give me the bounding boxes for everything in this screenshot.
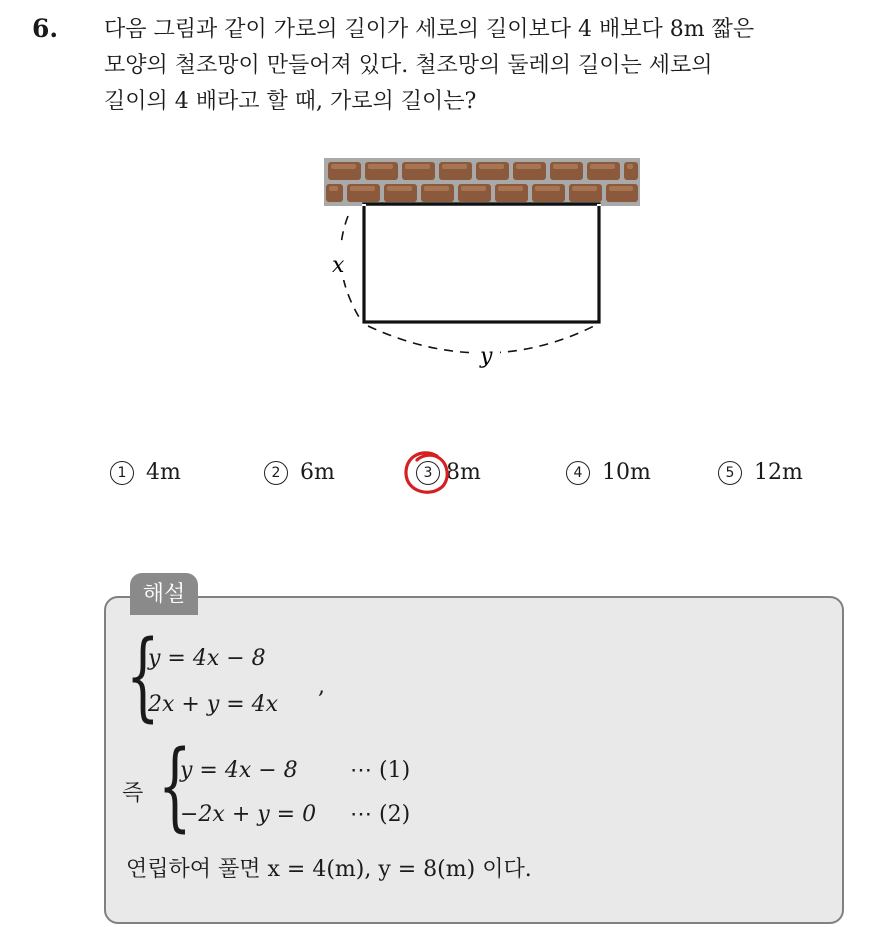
question-line-1: 다음 그림과 같이 가로의 길이가 세로의 길이보다 4 배보다 8m 짧은 [104,17,755,42]
fence-rectangle [364,204,599,322]
choice-4[interactable] [566,460,651,485]
question-line-2: 모양의 철조망이 만들어져 있다. 철조망의 둘레의 길이는 세로의 [104,53,713,78]
explanation-tab: 해설 [130,573,198,615]
question-line-3: 길이의 4 배라고 할 때, 가로의 길이는? [104,89,477,114]
choice-2-number: 2 [264,461,288,485]
brick-highlight [516,164,541,169]
brick-highlight [461,186,486,191]
brick-highlight [479,164,504,169]
brick-highlight [424,186,449,191]
system2-tag1: ⋯ (1) [350,758,411,783]
system1-eq1: y = 4x − 8 [148,646,266,671]
selected-answer-mark [401,448,451,500]
brick-highlight [535,186,560,191]
system2-tag2: ⋯ (2) [350,802,411,827]
brick-highlight [498,186,523,191]
choice-4-text: 10m [602,460,651,485]
conclusion: 연립하여 풀면 x = 4(m), y = 8(m) 이다. [126,857,532,882]
question-text [104,12,864,120]
label-x: x [332,253,345,278]
brick-highlight [331,164,356,169]
brick-highlight [609,186,633,191]
system1-eq2: 2x + y = 4x [148,692,279,717]
choice-3-number: 3 [416,461,440,485]
brick-highlight [350,186,375,191]
choice-2-text: 6m [300,460,335,485]
choice-2[interactable] [264,460,335,485]
brick-highlight [553,164,578,169]
choice-1-number: 1 [110,461,134,485]
system1-comma: , [318,674,325,699]
fence-figure [320,158,650,382]
brick-highlight [387,186,412,191]
question-number: 6. [32,14,59,43]
choice-4-number: 4 [566,461,590,485]
choice-5[interactable] [718,460,803,485]
brick-highlight [590,164,615,169]
choice-5-number: 5 [718,461,742,485]
system2-eq1: y = 4x − 8 [180,758,298,783]
brick-highlight [368,164,393,169]
brick-highlight [442,164,467,169]
brick-highlight [405,164,430,169]
choice-3-text: 8m [446,460,481,485]
brick-highlight [329,186,338,191]
system1-brace: { [126,620,160,732]
system2-eq2: −2x + y = 0 [180,802,317,827]
brick-highlight [627,164,633,169]
brick-highlight [572,186,597,191]
choice-1[interactable] [110,460,181,485]
fence-diagram [320,158,650,378]
choice-1-text: 4m [146,460,181,485]
label-y: y [480,344,493,369]
system2-prefix: 즉 [122,781,144,806]
choice-5-text: 12m [754,460,803,485]
system2-brace: { [158,730,192,842]
